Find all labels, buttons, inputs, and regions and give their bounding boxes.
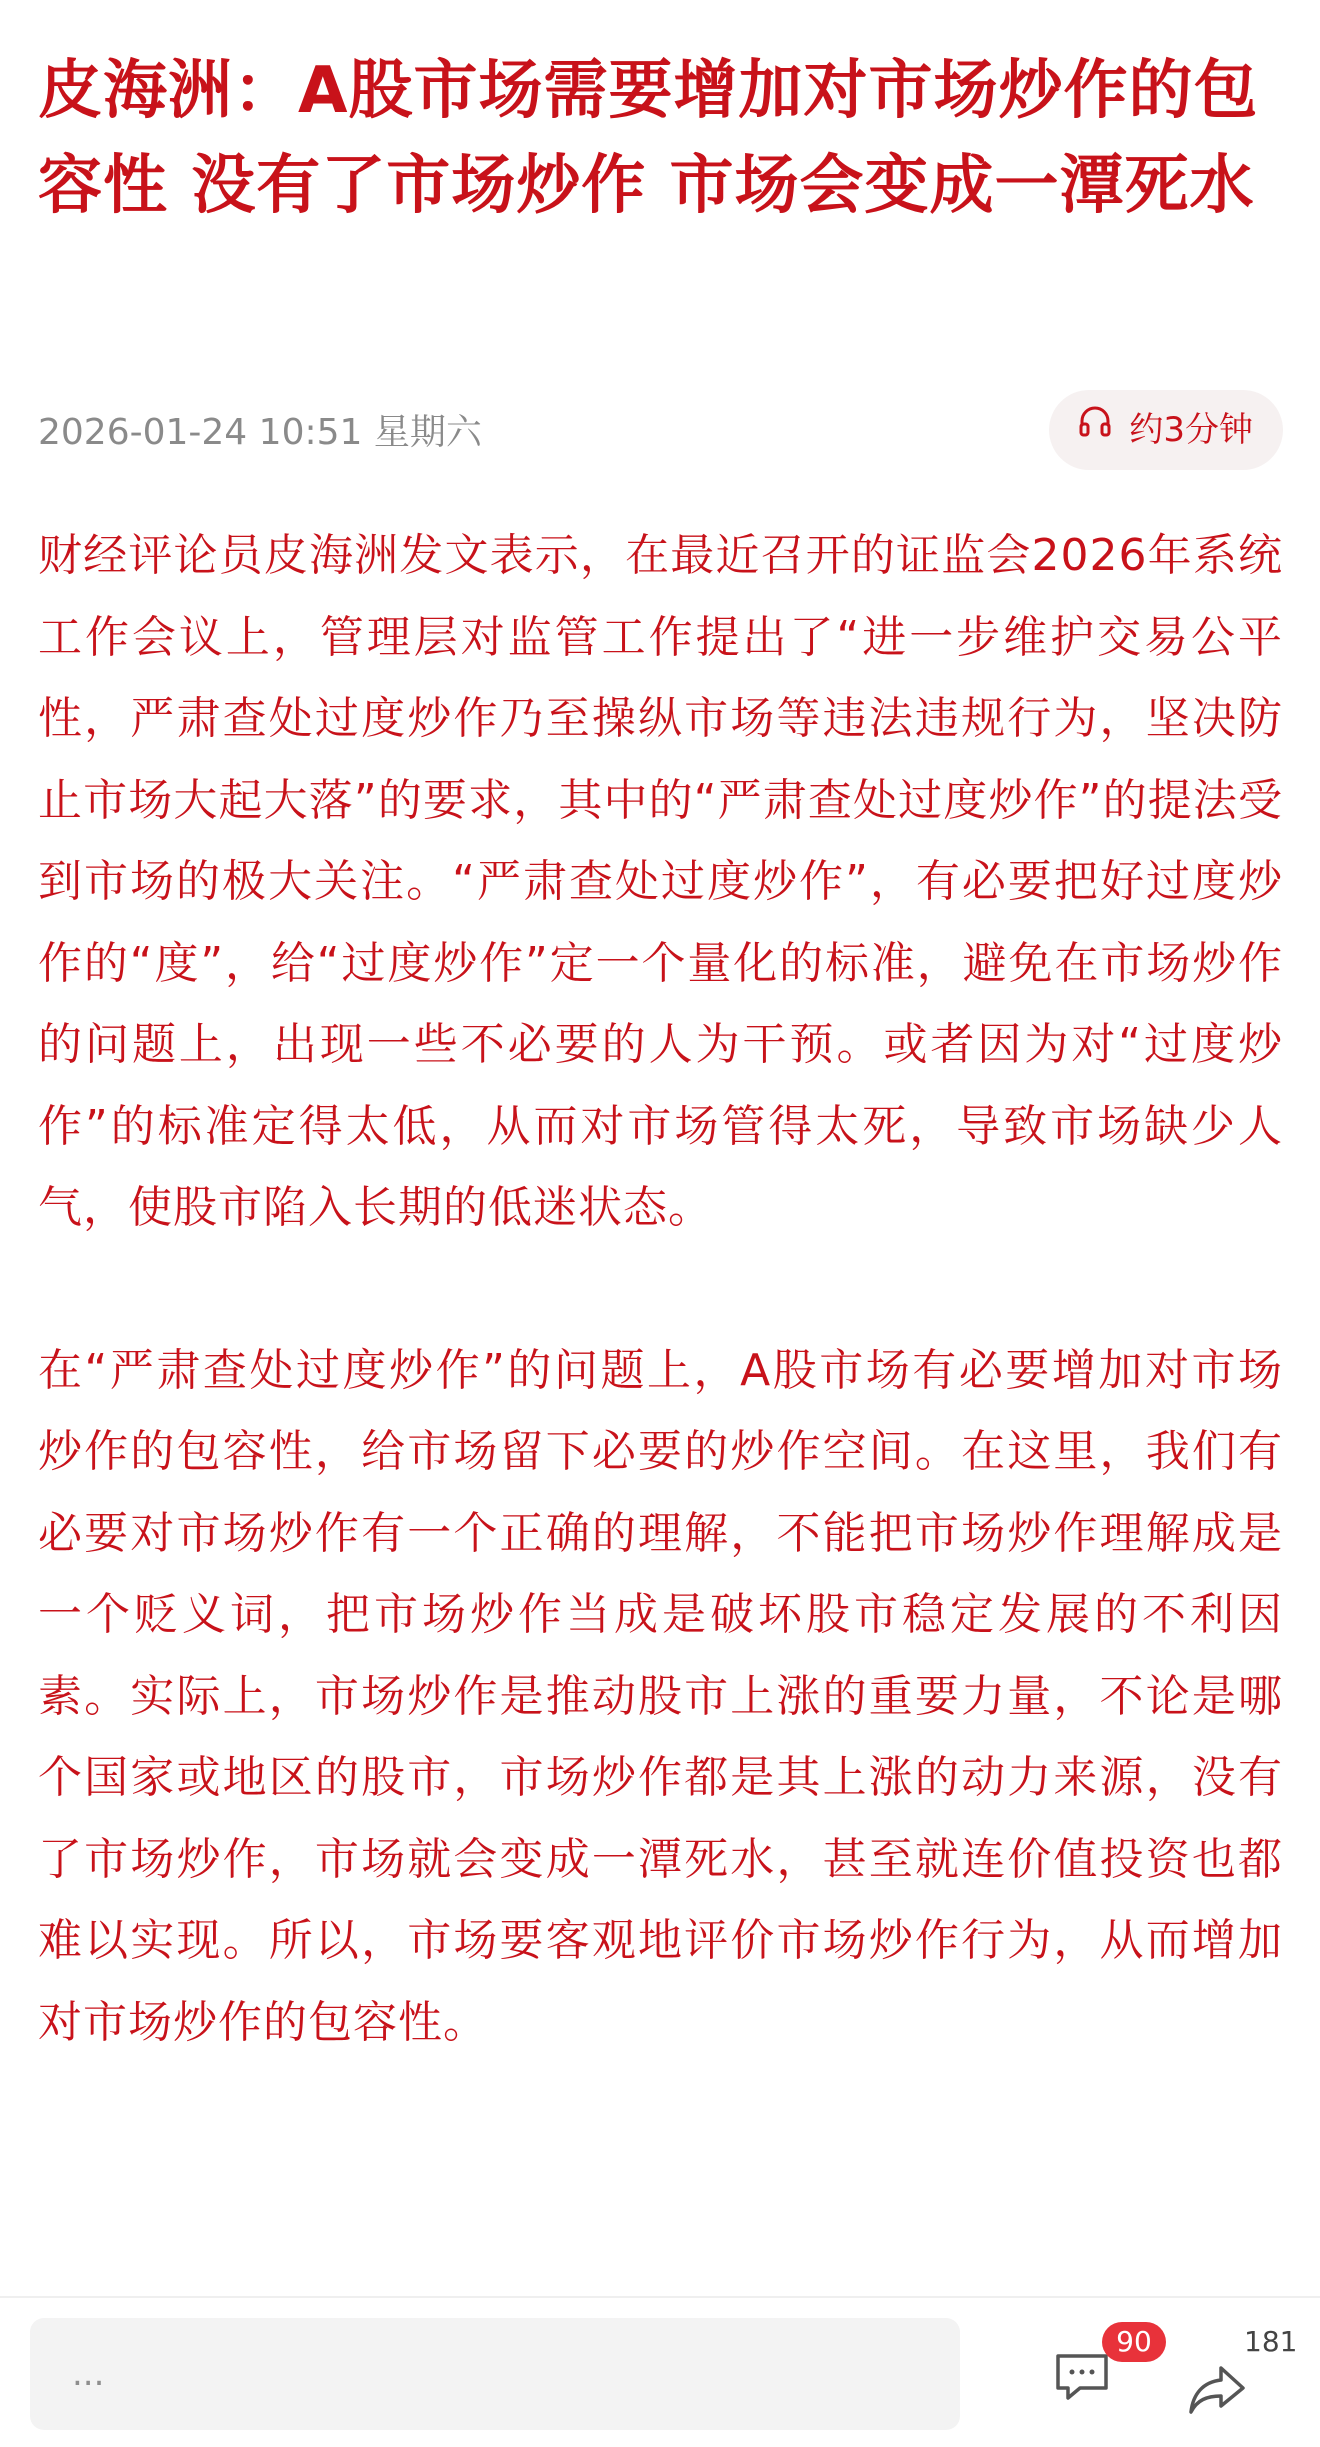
paragraph: 财经评论员皮海洲发文表示，在最近召开的证监会2026年系统工作会议上，管理层对监管工作提出了“进一步维护交易公平性，严肃查处过度炒作乃至操纵市场等违法违规行为，坚决防止市场大起大落”的要求，其中的“严肃查处过度炒作”的提法受到市场的极大关注。“严肃查处过度炒作”，有必要把好过度炒作的“度”，给“过度炒作”定一个量化的标准，避免在市场炒作的问题上，出现一些不必要的人为干预。或者因为对“过度炒作”的标准定得太低，从而对市场管得太死，导致市场缺少人气，使股市陷入长期的低迷状态。 (38, 530, 1283, 1233)
bottom-action-bar (0, 2296, 1320, 2447)
paragraph: 在“严肃查处过度炒作”的问题上，A股市场有必要增加对市场炒作的包容性，给市场留下必要的炒作空间。在这里，我们有必要对市场炒作有一个正确的理解，不能把市场炒作理解成是一个贬义词，把市场炒作当成是破坏股市稳定发展的不利因素。实际上，市场炒作是推动股市上涨的重要力量，不论是哪个国家或地区的股市，市场炒作都是其上涨的动力来源，没有了市场炒作，市场就会变成一潭死水，甚至就连价值投资也都难以实现。所以，市场要客观地评价市场炒作行为，从而增加对市场炒作的包容性。 (38, 1344, 1283, 2048)
comment-input[interactable] (30, 2318, 960, 2430)
read-time-label: 约3分钟 (1129, 410, 1253, 450)
share-icon (1185, 2407, 1249, 2426)
comment-count-badge: 90 (1102, 2322, 1166, 2362)
article-title: 皮海洲：A股市场需要增加对市场炒作的包容性 没有了市场炒作 市场会变成一潭死水 (38, 54, 1259, 223)
share-button[interactable] (1185, 2358, 1255, 2428)
publish-date: 2026-01-24 10:51 星期六 (38, 412, 482, 453)
article-body (38, 515, 1283, 2063)
article-meta (38, 390, 1283, 476)
share-count: 181 (1244, 2325, 1298, 2358)
listen-button[interactable] (1049, 390, 1283, 470)
comment-icon (1050, 2393, 1114, 2412)
article (38, 0, 1283, 2048)
headphones-icon (1075, 390, 1129, 470)
comment-input-placeholder: ... (72, 2354, 105, 2394)
